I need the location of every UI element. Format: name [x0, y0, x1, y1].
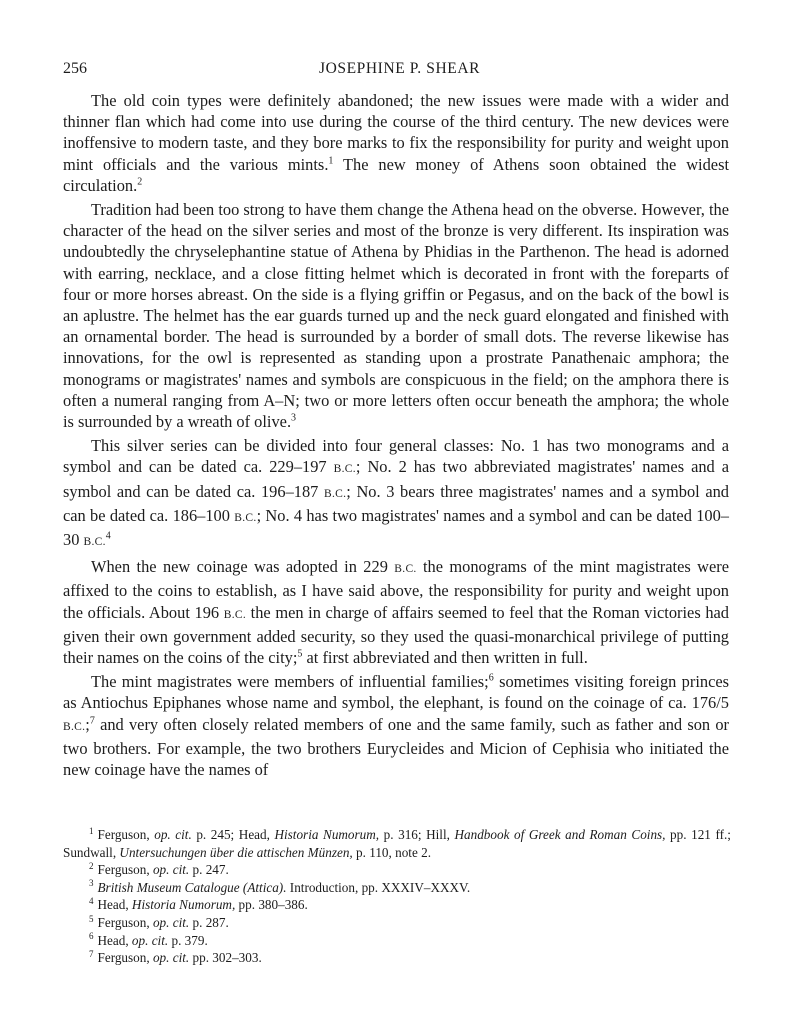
- text-run: Ferguson,: [97, 950, 153, 966]
- citation-title: op. cit.: [131, 932, 169, 948]
- running-head: JOSEPHINE P. SHEAR: [318, 60, 481, 77]
- citation-title: op. cit.: [152, 950, 190, 966]
- footnote-number: 3: [89, 878, 94, 889]
- text-run: This silver series can be divided into four general classes: No. 1 has two monograms and a symbol and can be dated ca. 229–197: [63, 436, 729, 477]
- text-run: Introduction, pp. XXXIV–XXXV.: [286, 879, 471, 895]
- text-run: Ferguson,: [97, 862, 153, 878]
- text-run: p. 316; Hill,: [379, 827, 455, 842]
- paragraph-1: [63, 90, 729, 196]
- paragraph-4: [63, 556, 729, 668]
- era-abbrev: B.C.: [223, 608, 247, 621]
- footnote-ref-5[interactable]: 5: [297, 648, 303, 660]
- footnote-3: [63, 879, 731, 897]
- text-run: p. 287.: [189, 914, 229, 930]
- footnote-number: 7: [89, 948, 94, 959]
- text-run: When the new coinage was adopted in 229: [91, 557, 395, 577]
- footnote-2: [63, 861, 731, 879]
- footnote-5: [63, 914, 731, 932]
- footnote-number: 5: [89, 913, 94, 924]
- text-run: ; No. 3 bears three magistrates' names and a symbol and can be dated ca. 186–100: [63, 481, 730, 525]
- footnote-ref-2[interactable]: 2: [137, 176, 143, 188]
- footnote-ref-1[interactable]: 1: [328, 155, 334, 167]
- text-run: and very often closely related members of one and the same family, such as father and son or two brothers. For example, the two brothers Eurycleides and Micion of Cephisia who initiated the new coinage have the names of: [63, 714, 729, 780]
- footnote-number: 1: [89, 825, 94, 836]
- era-abbrev: B.C.: [83, 536, 106, 549]
- footnote-ref-6[interactable]: 6: [488, 672, 494, 684]
- citation-title: British Museum Catalogue (Attica).: [97, 879, 287, 895]
- text-run: the men in charge of affairs seemed to feel that the Roman victories had given their own government added security, so they used the quasi-monarchical privilege of putting their names on the coins of the city;: [63, 602, 730, 668]
- text-run: p. 379.: [168, 932, 208, 948]
- text-run: the monograms of the mint magistrates were affixed to the coins to establish, as I have said above, the responsibility for purity and weight upon the officials. About 196: [63, 557, 729, 622]
- text-run: p. 110, note 2.: [352, 844, 431, 860]
- footnote-7: [63, 949, 731, 967]
- paragraph-5: [63, 671, 729, 780]
- citation-title: Handbook of Greek and Roman Coins,: [454, 827, 666, 842]
- footnote-ref-3[interactable]: 3: [291, 412, 297, 424]
- citation-title: Historia Numorum,: [131, 897, 236, 913]
- text-run: Head,: [97, 932, 132, 948]
- footnote-number: 4: [89, 895, 94, 906]
- footnote-number: 2: [89, 860, 94, 871]
- text-run: The old coin types were definitely abandoned; the new issues were made with a wider and thinner flan which had come into use during the course of the third century. The new devices were inoffensive to modern taste, and they bore marks to fix the responsibility for purity and weight upon mint officials and the various mints.: [63, 91, 729, 174]
- paragraph-2: [63, 199, 729, 432]
- citation-title: Historia Numorum,: [274, 827, 380, 842]
- footnote-ref-7[interactable]: 7: [89, 715, 95, 727]
- text-run: pp. 121 ff.; Sundwall,: [63, 827, 731, 860]
- body-text: [63, 90, 729, 780]
- text-run: The mint magistrates were members of influential families;: [91, 672, 489, 692]
- citation-title: op. cit.: [152, 914, 190, 930]
- footnote-4: [63, 896, 731, 914]
- era-abbrev: B.C.: [394, 563, 417, 576]
- text-run: Ferguson,: [97, 914, 153, 930]
- footnote-6: [63, 932, 731, 950]
- citation-title: op. cit.: [154, 827, 192, 842]
- text-run: ; No. 2 has two abbreviated magistrates' names and a symbol and can be dated ca. 196–187: [63, 457, 730, 501]
- footnote-ref-4[interactable]: 4: [105, 530, 111, 542]
- footnote-1: [63, 826, 731, 861]
- era-abbrev: B.C.: [63, 720, 86, 733]
- text-run: Head,: [97, 897, 132, 913]
- era-abbrev: B.C.: [333, 463, 356, 476]
- footnote-number: 6: [89, 931, 94, 942]
- citation-title: op. cit.: [152, 862, 190, 878]
- text-run: at first abbreviated and then written in full.: [302, 648, 588, 668]
- era-abbrev: B.C.: [323, 487, 347, 500]
- text-run: pp. 302–303.: [189, 950, 262, 966]
- footnotes: [63, 826, 731, 967]
- text-run: ; No. 4 has two magistrates' names and a symbol and can be dated 100–30: [63, 505, 729, 550]
- text-run: ;: [85, 714, 90, 734]
- text-run: p. 247.: [189, 862, 229, 878]
- citation-title: Untersuchungen über die attischen Münzen,: [119, 844, 353, 860]
- text-run: Ferguson,: [97, 827, 155, 842]
- page-number: 256: [63, 60, 87, 77]
- text-run: pp. 380–386.: [235, 897, 308, 913]
- text-run: p. 245; Head,: [191, 827, 275, 842]
- text-run: The new money of Athens soon obtained the widest circulation.: [63, 154, 730, 195]
- era-abbrev: B.C.: [234, 511, 257, 524]
- paragraph-3: [63, 435, 729, 553]
- text-run: sometimes visiting foreign princes as Antiochus Epiphanes whose name and symbol, the elephant, is found on the coinage of ca. 176/5: [63, 672, 729, 713]
- text-run: Tradition had been too strong to have them change the Athena head on the obverse. However, the character of the head on the silver series and most of the bronze is very different. Its inspiration was undoubtedly the chryselephantine statue of Athena by Phidias in the Parthenon. The head is adorned with earring, necklace, and a close fitting helmet which is decorated in front with the foreparts of four or more horses abreast. On the side is a flying griffin or Pegasus, and on the back of the bowl is an aplustre. The helmet has the ear guards turned up and the neck guard elongated and finished with an ornamental border. The head is surrounded by a border of small dots. The reverse likewise has innovations, for the owl is represented as standing upon a prostrate Panathenaic amphora; the monograms or magistrates' names and symbols are conspicuous in the field; on the amphora there is often a numeral ranging from A–N; two or more letters often occur beneath the amphora; the whole is surrounded by a wreath of olive.: [63, 200, 729, 432]
